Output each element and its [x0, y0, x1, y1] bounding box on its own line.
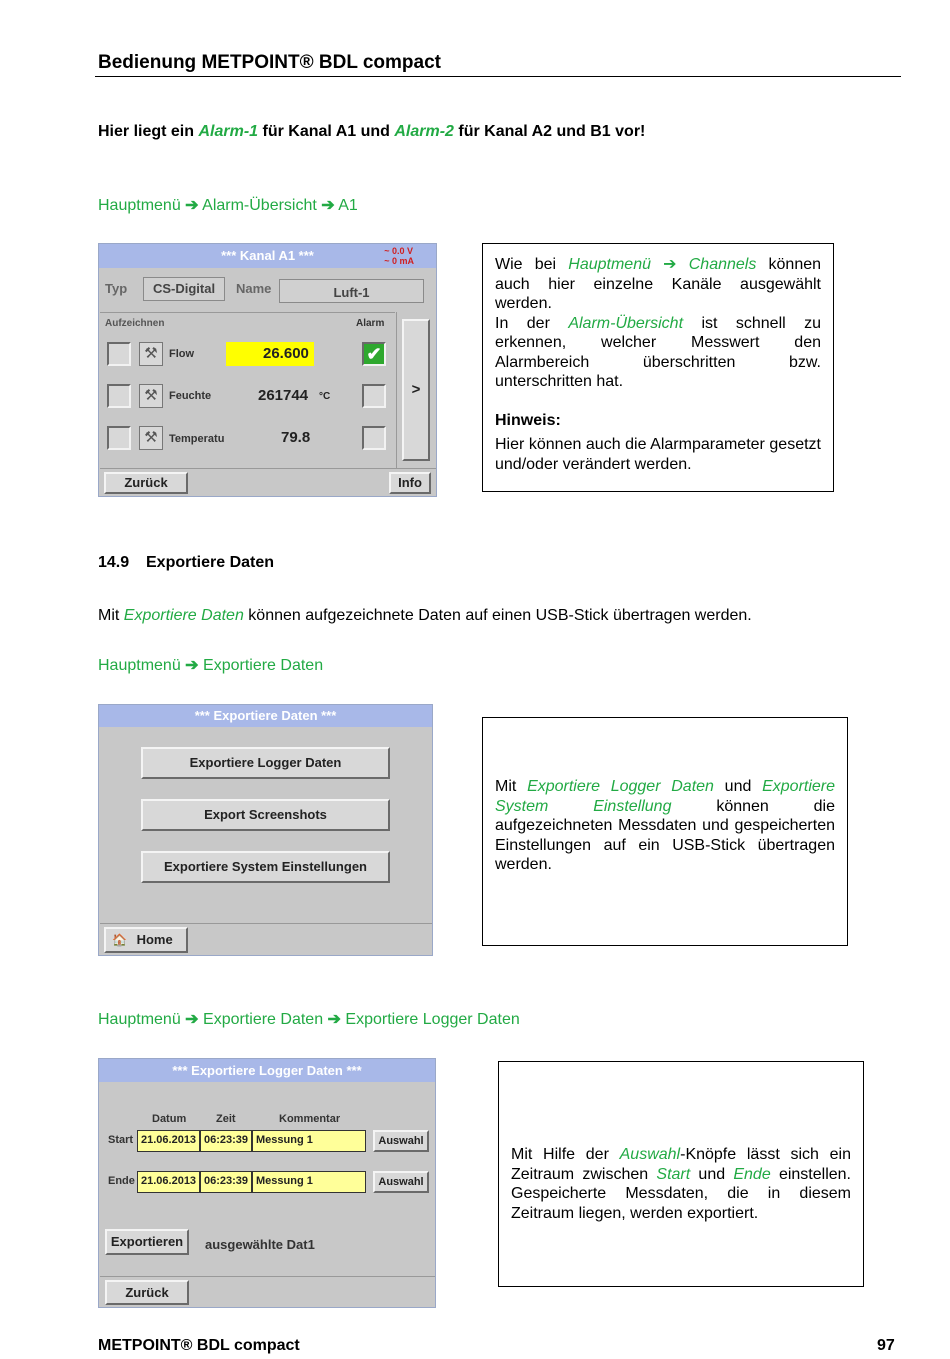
start-date-field[interactable]: 21.06.2013: [137, 1130, 200, 1152]
breadcrumb-export-logger: Hauptmenü ➔ Exportiere Daten ➔ Exportiere Logger Daten: [98, 1011, 520, 1028]
feuchte-value: 261744: [258, 387, 309, 404]
back-button[interactable]: Zurück: [104, 472, 188, 494]
start-time-field[interactable]: 06:23:39: [200, 1130, 252, 1152]
breadcrumb-export: Hauptmenü ➔ Exportiere Daten: [98, 657, 324, 674]
typ-field[interactable]: CS-Digital: [143, 277, 225, 301]
info-box-export: Mit Exportiere Logger Daten und Exportiere System Einstellung können die aufgezeichneten Messdaten und gespeicherten Einstellungen auf ein USB-Stick übertragen werden.: [482, 717, 848, 946]
home-button[interactable]: 🏠 Home: [104, 927, 188, 953]
page-header-title: Bedienung METPOINT® BDL compact: [98, 52, 442, 73]
wrench-icon[interactable]: ⚒: [139, 426, 163, 450]
alarm-checkbox-flow[interactable]: ✔: [362, 342, 386, 366]
arrow-right-icon: ➔: [185, 197, 199, 214]
info-box-alarm: Wie bei Hauptmenü ➔ Channels können auch hier einzelne Kanäle ausgewählt werden. In der Alarm-Übersicht ist schnell zu erkennen, welcher Messwert den Alarmbereich überschritten bzw. unterschritten hat. Hinweis: Hier können auch die Alarmparameter gesetzt und/oder verändert werden.: [482, 243, 834, 492]
breadcrumb-alarm: Hauptmenü ➔ Alarm-Übersicht ➔ A1: [98, 197, 358, 214]
end-date-field[interactable]: 21.06.2013: [137, 1171, 200, 1193]
header-divider: [95, 76, 901, 77]
temperatur-value: 79.8: [281, 429, 311, 446]
end-comment-field[interactable]: Messung 1: [252, 1171, 366, 1193]
export-logger-button[interactable]: Exportiere Logger Daten: [141, 747, 390, 779]
screen-kanal-a1: *** Kanal A1 *** ~ 0.0 V ~ 0 mA Typ CS-Digital Name Luft-1 Aufzeichnen Alarm ⚒ Flow 26.600 ✔ ⚒ Feuchte 261744 °C ⚒ Temperatu 79.8 > Zurück Info: [98, 243, 437, 497]
hinweis-label: Hinweis:: [495, 411, 561, 429]
alarm-checkbox-temperatur[interactable]: [362, 426, 386, 450]
arrow-right-icon: ➔: [321, 197, 335, 214]
alarm1-link: Alarm-1: [198, 123, 259, 140]
export-system-settings-button[interactable]: Exportiere System Einstellungen: [141, 851, 390, 883]
end-time-field[interactable]: 06:23:39: [200, 1171, 252, 1193]
wrench-icon[interactable]: ⚒: [139, 384, 163, 408]
intro-text: Hier liegt ein Alarm-1 für Kanal A1 und Alarm-2 für Kanal A2 und B1 vor!: [98, 123, 646, 140]
start-comment-field[interactable]: Messung 1: [252, 1130, 366, 1152]
start-auswahl-button[interactable]: Auswahl: [373, 1130, 429, 1152]
section-heading: 14.9 Exportiere Daten: [98, 554, 275, 571]
arrow-right-icon: ➔: [185, 1011, 199, 1028]
info-button[interactable]: Info: [389, 472, 431, 494]
name-field[interactable]: Luft-1: [279, 279, 424, 303]
footer-title: METPOINT® BDL compact: [98, 1337, 300, 1354]
screen-title: *** Kanal A1 ***: [221, 248, 314, 263]
end-auswahl-button[interactable]: Auswahl: [373, 1171, 429, 1193]
export-description: Mit Exportiere Daten können aufgezeichnete Daten auf einen USB-Stick übertragen werden.: [98, 607, 752, 624]
record-checkbox-flow[interactable]: [107, 342, 131, 366]
wrench-icon[interactable]: ⚒: [139, 342, 163, 366]
screen-exportiere-logger-daten: *** Exportiere Logger Daten *** Datum Zeit Kommentar Start 21.06.2013 06:23:39 Messung 1 Auswahl Ende 21.06.2013 06:23:39 Messung 1 Auswahl Exportieren ausgewählte Dat1 Zurück: [98, 1058, 436, 1308]
alarm-checkbox-feuchte[interactable]: [362, 384, 386, 408]
screen-title: *** Exportiere Daten ***: [99, 705, 432, 727]
alarm2-link: Alarm-2: [394, 123, 454, 140]
arrow-right-icon: ➔: [185, 657, 199, 674]
record-checkbox-feuchte[interactable]: [107, 384, 131, 408]
back-button[interactable]: Zurück: [105, 1280, 189, 1305]
flow-value: 26.600: [263, 345, 309, 362]
page-number: 97: [877, 1337, 895, 1354]
exportieren-button[interactable]: Exportieren: [105, 1229, 189, 1255]
record-checkbox-temperatur[interactable]: [107, 426, 131, 450]
export-screenshots-button[interactable]: Export Screenshots: [141, 799, 390, 831]
arrow-right-icon: ➔: [327, 1011, 341, 1028]
next-button[interactable]: >: [402, 319, 430, 461]
selected-file-label: ausgewählte Dat1: [205, 1237, 315, 1252]
screen-title: *** Exportiere Logger Daten ***: [99, 1059, 435, 1082]
home-icon: 🏠: [112, 933, 127, 947]
screen-exportiere-daten: [98, 704, 433, 956]
output-status: ~ 0.0 V ~ 0 mA: [384, 246, 414, 266]
info-box-logger: Mit Hilfe der Auswahl-Knöpfe lässt sich ein Zeitraum zwischen Start und Ende einstellen. Gespeicherte Messdaten, die in diesem Zeitraum liegen, werden exportiert.: [498, 1061, 864, 1287]
